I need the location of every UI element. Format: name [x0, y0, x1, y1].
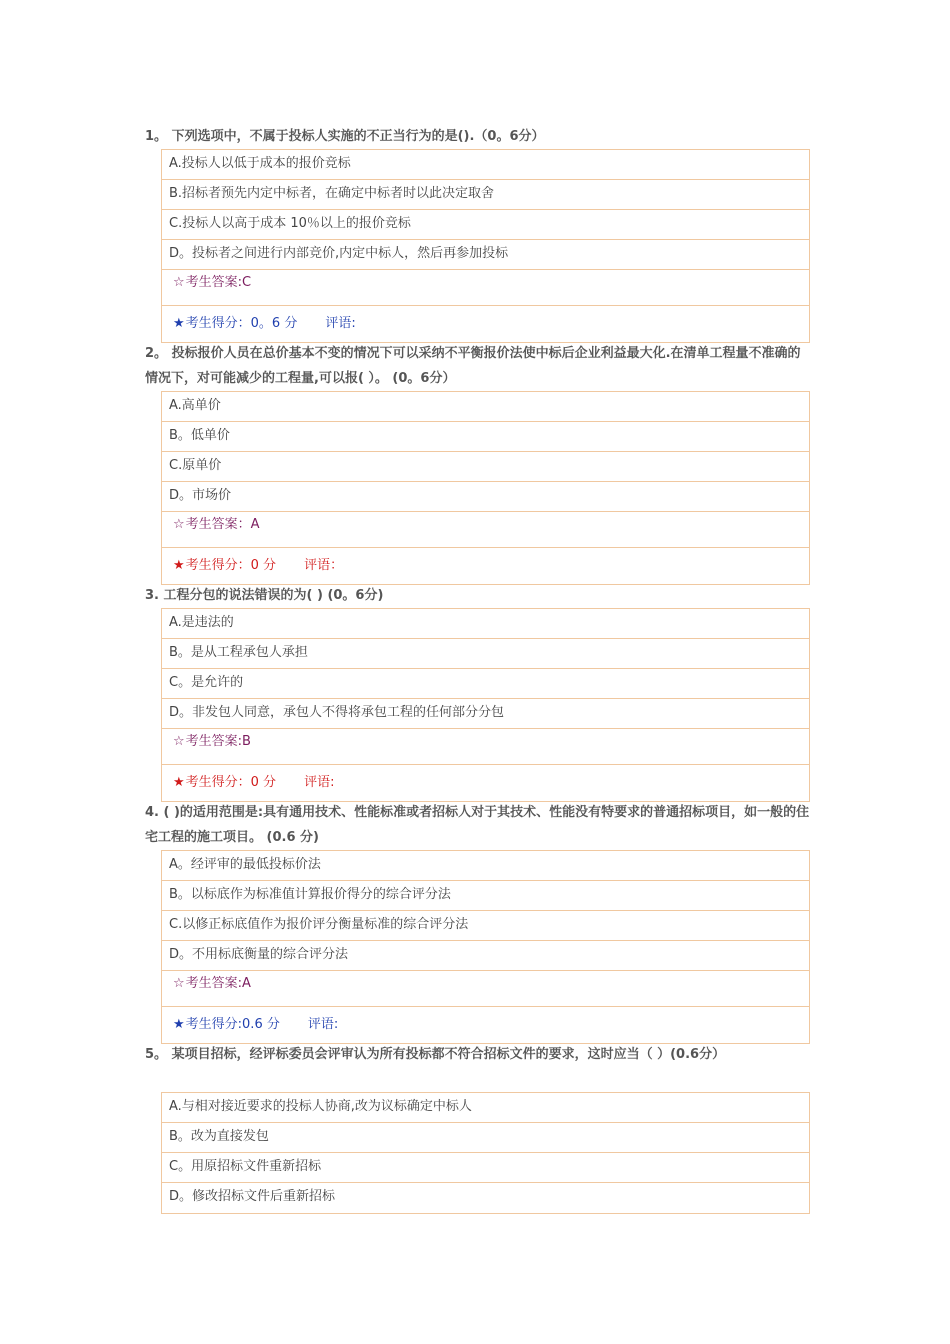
question-1-score [162, 306, 809, 342]
question-2-option-c: C.原单价 [162, 452, 809, 482]
question-5-option-d: D。修改招标文件后重新招标 [169, 1189, 336, 1204]
question-4-title: 4. ( )的适用范围是:具有通用技术、性能标准或者招标人对于其技术、性能没有特要求的普通招标项目，如一般的住宅工程的施工项目。 (0.6 分) [145, 805, 810, 845]
score-text: 考生得分:0.6 分 [185, 1017, 280, 1032]
question-5-option-c: C。用原招标文件重新招标 [162, 1153, 809, 1183]
question-1-option-b: B.招标者预先内定中标者，在确定中标者时以此决定取舍 [162, 180, 809, 210]
question-1-option-a: A.投标人以低于成本的报价竞标 [162, 150, 809, 180]
star-icon: ★ [173, 1017, 185, 1032]
question-2-answer [162, 512, 809, 548]
hollow-star-icon: ☆ [173, 734, 185, 749]
question-2-box [161, 391, 810, 585]
star-icon: ★ [173, 775, 185, 790]
question-3-box [161, 608, 810, 802]
hollow-star-icon: ☆ [173, 275, 185, 290]
comment-label: 评语: [325, 316, 356, 331]
question-4-option-d: D。不用标底衡量的综合评分法 [162, 941, 809, 971]
question-5-title: 5。 某项目招标，经评标委员会评审认为所有投标都不符合招标文件的要求，这时应当（ ）(0.6分） [145, 1047, 726, 1062]
question-3-option-b: B。是从工程承包人承担 [162, 639, 809, 669]
question-3-option-c: C。是允许的 [162, 669, 809, 699]
question-4-option-a: A。经评审的最低投标价法 [162, 851, 809, 881]
question-2-score [162, 548, 809, 584]
question-1-answer [162, 270, 809, 306]
question-1-option-d: D。投标者之间进行内部竞价,内定中标人，然后再参加投标 [162, 240, 809, 270]
comment-label: 评语: [307, 1017, 339, 1032]
score-text: 考生得分：0 分 [185, 775, 277, 790]
score-text: 考生得分：0 分 [185, 558, 277, 573]
star-icon: ★ [173, 558, 185, 573]
answer-text: 考生答案:B [185, 734, 251, 749]
hollow-star-icon: ☆ [173, 517, 185, 532]
question-1-option-c: C.投标人以高于成本 10％以上的报价竞标 [162, 210, 809, 240]
star-icon: ★ [173, 316, 185, 331]
question-3-option-d: D。非发包人同意，承包人不得将承包工程的任何部分分包 [162, 699, 809, 729]
question-4-box [161, 850, 810, 1044]
question-3-option-a: A.是违法的 [162, 609, 809, 639]
hollow-star-icon: ☆ [173, 976, 185, 991]
question-3-title: 3. 工程分包的说法错误的为( ) (0。6分) [145, 588, 384, 603]
question-1-box [161, 149, 810, 343]
score-text: 考生得分：0。6 分 [185, 316, 298, 331]
question-3-answer [162, 729, 809, 765]
question-2-option-d: D。市场价 [162, 482, 809, 512]
answer-text: 考生答案:C [185, 275, 252, 290]
answer-text: 考生答案:A [185, 976, 251, 991]
question-4-option-c: C.以修正标底值作为报价评分衡量标准的综合评分法 [162, 911, 809, 941]
question-2-option-a: A.高单价 [162, 392, 809, 422]
question-1-title: 1。 下列选项中，不属于投标人实施的不正当行为的是().（0。6分） [145, 129, 545, 144]
question-2-title: 2。 投标报价人员在总价基本不变的情况下可以采纳不平衡报价法使中标后企业利益最大化.在清单工程量不准确的情况下，对可能减少的工程量,可以报( ）。 (0。6分） [145, 346, 801, 386]
question-3-score [162, 765, 809, 801]
question-4-answer [162, 971, 809, 1007]
comment-label: 评语: [304, 775, 335, 790]
question-5-box [161, 1092, 810, 1214]
question-4-score [162, 1007, 809, 1043]
question-2-option-b: B。低单价 [162, 422, 809, 452]
answer-text: 考生答案：A [185, 517, 260, 532]
question-5-option-a: A.与相对接近要求的投标人协商,改为议标确定中标人 [162, 1093, 809, 1123]
comment-label: 评语： [304, 558, 344, 573]
question-5-option-b: B。改为直接发包 [162, 1123, 809, 1153]
question-4-option-b: B。以标底作为标准值计算报价得分的综合评分法 [162, 881, 809, 911]
